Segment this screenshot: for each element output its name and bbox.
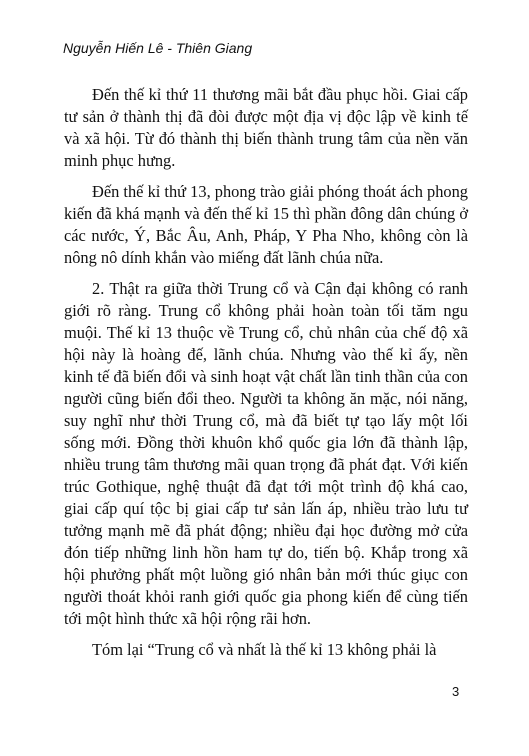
paragraph: Đến thế kỉ thứ 13, phong trào giải phóng thoát ách phong kiến đã khá mạnh và đến thế kỉ 15 thì phần đông dân chúng ở các nước, Ý, Bắc Âu, Anh, Pháp, Y Pha Nho, không còn là nông nô dính khắn vào miếng đất lãnh chúa nữa. bbox=[64, 182, 468, 267]
running-header: Nguyễn Hiến Lê - Thiên Giang bbox=[63, 40, 253, 56]
paragraph: 2. Thật ra giữa thời Trung cổ và Cận đại không có ranh giới rõ ràng. Trung cổ không phải hoàn toàn tối tăm ngu muội. Thế kỉ 13 thuộc về Trung cổ, chủ nhân của chế độ xã hội này là hoàng đế, lãnh chúa. Nhưng vào thế kỉ ấy, nền kinh tế đã biến đổi và sinh hoạt vật chất lần tinh thần của con người cũng biến đổi theo. Người ta không ăn mặc, nói năng, suy nghĩ như thời Trung cổ, mà đã biết tự tạo lấy một lối sống mới. Đồng thời khuôn khổ quốc gia lớn đã thành lập, nhiều trung tâm thương mãi quan trọng đã phát đạt. Với kiến trúc Gothique, nghệ thuật đã đạt tới một trình độ khá cao, giai cấp quí tộc bị giai cấp tư sản lấn áp, nhiều trào lưu tư tưởng mạnh mẽ đã phát động; nhiều đại học đường mở cửa đón tiếp những linh hồn ham tự do, tiến bộ. Khắp trong xã hội phưởng phất một luồng gió nhân bản mới thúc giục con người thoát khỏi ranh giới quốc gia phong kiến để cùng tiến tới một hình thức xã hội rộng rãi hơn. bbox=[64, 279, 468, 628]
page-number: 3 bbox=[452, 684, 460, 699]
paragraph: Tóm lại “Trung cổ và nhất là thế kỉ 13 không phải là bbox=[92, 640, 437, 659]
paragraph: Đến thế kỉ thứ 11 thương mãi bắt đầu phục hồi. Giai cấp tư sản ở thành thị đã đòi được một địa vị độc lập về kinh tế và xã hội. Từ đó thành thị biến thành trung tâm của nền văn minh phục hưng. bbox=[64, 85, 468, 170]
body-text bbox=[64, 84, 468, 670]
